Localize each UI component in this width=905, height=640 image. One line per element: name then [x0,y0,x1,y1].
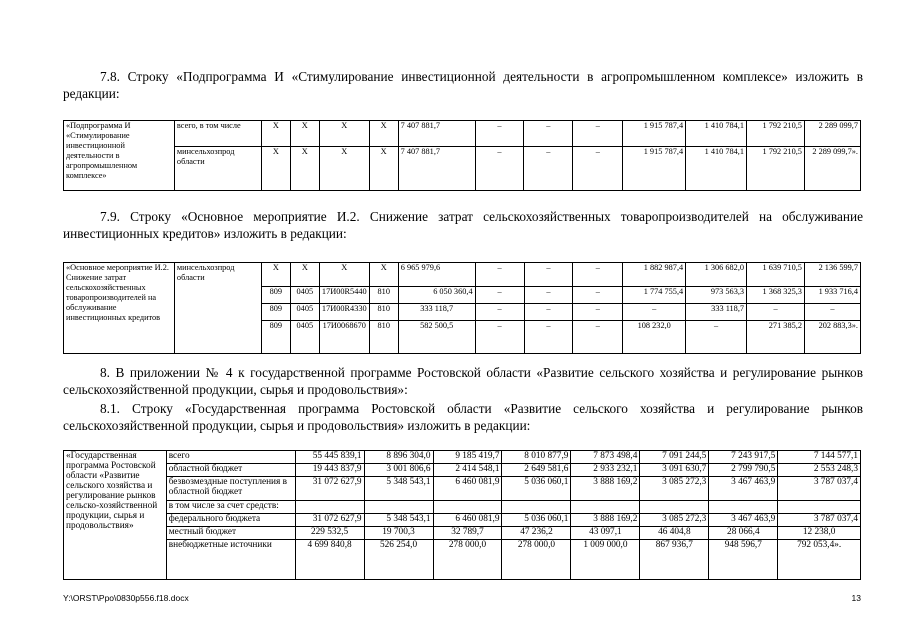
table-cell: 108 232,0 [623,321,686,354]
table-cell: – [475,263,524,287]
page-number: 13 [851,593,861,603]
table-cell: Х [261,147,290,191]
paragraph-7-8: 7.8. Строку «Подпрограмма И «Стимулирование инвестиционной деятельности в агропромышленном комплексе» изложить в редакции: [63,69,863,101]
table-cell: – [524,287,573,304]
table-cell: Х [290,121,319,147]
table-cell: 809 [261,287,290,304]
table-cell: 17И0068670 [319,321,369,354]
table-cell: 1 933 716,4 [804,287,860,304]
table-cell: – [573,263,623,287]
table-row [64,464,861,477]
paragraph-8-1: 8.1. Строку «Государственная программа Ростовской области «Развитие сельского хозяйства и регулирование рынков сельскохозяйственной продукции, сырья и продовольствия» изложить в редакции: [63,401,863,433]
table-cell: 2 553 248,3 [778,464,861,477]
table-cell: областной бюджет [166,464,295,477]
table-cell: 3 787 037,4 [778,514,861,527]
table-cell: 3 091 630,7 [640,464,709,477]
table-cell: 809 [261,304,290,321]
table-cell: 5 348 543,1 [364,477,433,501]
table-cell: 229 532,5 [295,527,364,540]
table-cell: 3 001 806,6 [364,464,433,477]
table-cell: – [475,121,524,147]
table-cell: 2 289 099,7». [804,147,860,191]
table-cell: – [475,304,524,321]
table-cell: «Основное мероприятие И.2. Снижение затрат сельскохозяйственных товаропроизводителей на обслуживание инвестиционных кредитов [64,263,175,354]
table-cell: – [747,304,805,321]
table-cell: 973 563,3 [686,287,747,304]
table-cell [709,501,778,514]
table-cell: Х [261,263,290,287]
table-cell [364,501,433,514]
table-cell: 1 774 755,4 [623,287,686,304]
table-cell: – [524,147,573,191]
table-cell: 2 136 599,7 [804,263,860,287]
table-cell: 1 792 210,5 [747,121,805,147]
table-cell: 6 965 979,6 [398,263,475,287]
table-row [64,477,861,501]
table-cell: 3 467 463,9 [709,477,778,501]
table-cell: 31 072 627,9 [295,477,364,501]
table-cell: Х [319,147,369,191]
table-cell [640,501,709,514]
table-row [64,514,861,527]
table-cell: 1 410 784,1 [686,147,747,191]
table-cell: Х [261,121,290,147]
table-cell: 7 407 881,7 [398,121,475,147]
table-cell: 2 289 099,7 [804,121,860,147]
table-cell: – [573,321,623,354]
table-cell: 19 443 837,9 [295,464,364,477]
table-cell: – [475,321,524,354]
table-cell: 46 404,8 [640,527,709,540]
table-cell: 526 254,0 [364,540,433,580]
table-cell: 7 873 498,4 [571,451,640,464]
table-cell: 47 236,2 [502,527,571,540]
table-row [64,540,861,580]
table-cell: Х [290,147,319,191]
table-cell: Х [319,121,369,147]
table-cell: 1 368 325,3 [747,287,805,304]
table-cell: 3 888 169,2 [571,514,640,527]
table-cell: 1 410 784,1 [686,121,747,147]
table-cell: 278 000,0 [433,540,502,580]
table-cell: – [573,147,623,191]
table-cell: 5 348 543,1 [364,514,433,527]
table-cell: 6 460 081,9 [433,477,502,501]
table-cell: 5 036 060,1 [502,514,571,527]
table-cell: – [573,304,623,321]
table-cell: 3 888 169,2 [571,477,640,501]
table-cell: 32 789,7 [433,527,502,540]
table-cell: – [623,304,686,321]
paragraph-8: 8. В приложении № 4 к государственной программе Ростовской области «Развитие сельского хозяйства и регулирование рынков сельскохозяйственной продукции, сырья и продовольствия»: [63,365,863,397]
table-cell: 1 915 787,4 [623,121,686,147]
table-cell [778,501,861,514]
table-cell: Х [369,147,398,191]
table-cell: Х [319,263,369,287]
table-cell: 1 009 000,0 [571,540,640,580]
table-cell: 0405 [290,304,319,321]
table-main-event [63,262,861,354]
table-cell: 5 036 060,1 [502,477,571,501]
table-cell: 810 [369,304,398,321]
table-cell: 9 185 419,7 [433,451,502,464]
table-cell: 582 500,5 [398,321,475,354]
table-cell: 2 649 581,6 [502,464,571,477]
table-cell: минсельхозпрод области [174,147,261,191]
table-cell: 333 118,7 [398,304,475,321]
table-cell [571,501,640,514]
table-cell: – [524,321,573,354]
table-cell: – [804,304,860,321]
footer-file-path: Y:\ORST\Ppo\0830p556.f18.docx [63,593,189,603]
table-cell: федерального бюджета [166,514,295,527]
table-cell: 810 [369,321,398,354]
table-cell: 3 085 272,3 [640,477,709,501]
table-cell: Х [369,263,398,287]
table-cell: всего [166,451,295,464]
table-cell: – [573,121,623,147]
table-cell: 1 882 987,4 [623,263,686,287]
table-row [64,147,861,191]
table-cell: 2 933 232,1 [571,464,640,477]
table-cell: 202 883,3». [804,321,860,354]
table-cell: 12 238,0 [778,527,861,540]
table-cell: «Государственная программа Ростовской области «Развитие сельского хозяйства и регулирование рынков сельско-хозяйственной продукции, сырья и продовольствия» [64,451,167,580]
table-cell: 1 639 710,5 [747,263,805,287]
table-cell: 2 414 548,1 [433,464,502,477]
table-cell: 1 915 787,4 [623,147,686,191]
table-cell: 19 700,3 [364,527,433,540]
table-cell: 7 407 881,7 [398,147,475,191]
table-cell: 17И00R5440 [319,287,369,304]
table-cell: – [524,121,573,147]
table-cell: 7 091 244,5 [640,451,709,464]
table-cell: 6 050 360,4 [398,287,475,304]
table-cell: 333 118,7 [686,304,747,321]
table-cell: Х [369,121,398,147]
table-cell: – [524,263,573,287]
table-cell: 3 787 037,4 [778,477,861,501]
table-row [64,501,861,514]
table-cell: местный бюджет [166,527,295,540]
table-row [64,121,861,147]
table-cell [295,501,364,514]
table-cell: 43 097,1 [571,527,640,540]
table-cell: 2 799 790,5 [709,464,778,477]
table-cell: – [686,321,747,354]
table-cell [502,501,571,514]
table-cell: безвозмездные поступления в областной бюджет [166,477,295,501]
table-cell: – [475,147,524,191]
table-cell [433,501,502,514]
table-cell: 55 445 839,1 [295,451,364,464]
table-cell: – [524,304,573,321]
table-cell: 28 066,4 [709,527,778,540]
table-cell: 809 [261,321,290,354]
table-cell: в том числе за счет средств: [166,501,295,514]
table-subprogram [63,120,861,191]
table-cell: 8 010 877,9 [502,451,571,464]
table-cell: 31 072 627,9 [295,514,364,527]
table-cell: 7 144 577,1 [778,451,861,464]
table-cell: 278 000,0 [502,540,571,580]
table-cell: внебюджетные источники [166,540,295,580]
table-cell: 867 936,7 [640,540,709,580]
table-cell: 792 053,4». [778,540,861,580]
table-cell: 4 699 840,8 [295,540,364,580]
table-cell: 1 306 682,0 [686,263,747,287]
table-cell: 8 896 304,0 [364,451,433,464]
table-cell: 271 385,2 [747,321,805,354]
table-cell: 0405 [290,287,319,304]
table-cell: «Подпрограмма И «Стимулирование инвестиционной деятельности в агропромышленном комплексе» [64,121,175,191]
table-cell: 0405 [290,321,319,354]
table-cell: 7 243 917,5 [709,451,778,464]
table-row [64,263,861,287]
table-row [64,451,861,464]
table-cell: 948 596,7 [709,540,778,580]
table-cell: 6 460 081,9 [433,514,502,527]
table-cell: Х [290,263,319,287]
table-cell: – [573,287,623,304]
table-cell: 810 [369,287,398,304]
table-cell: 1 792 210,5 [747,147,805,191]
table-state-program [63,450,861,580]
table-cell: 3 467 463,9 [709,514,778,527]
paragraph-7-9: 7.9. Строку «Основное мероприятие И.2. Снижение затрат сельскохозяйственных товаропроизводителей на обслуживание инвестиционных кредитов» изложить в редакции: [63,209,863,241]
table-cell: 17И00R4330 [319,304,369,321]
table-row [64,527,861,540]
table-cell: – [475,287,524,304]
table-cell: минсельхозпрод области [174,263,261,354]
table-cell: всего, в том числе [174,121,261,147]
table-cell: 3 085 272,3 [640,514,709,527]
